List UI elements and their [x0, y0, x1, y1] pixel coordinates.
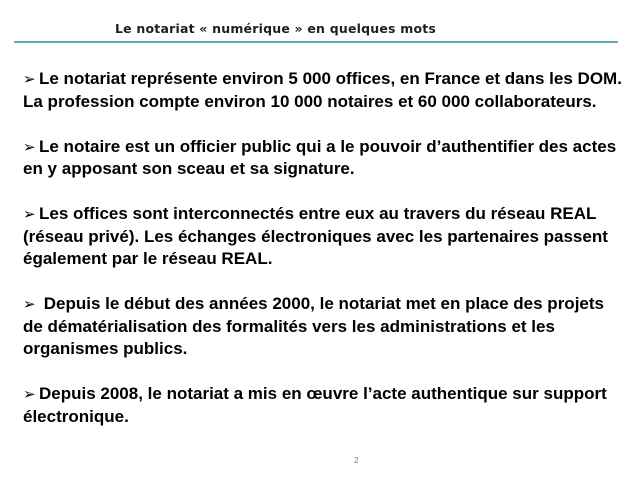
slide-title: Le notariat « numérique » en quelques mots	[115, 21, 437, 36]
check-arrow-icon: ➢	[23, 385, 36, 403]
check-arrow-icon: ➢	[23, 205, 36, 223]
page-number: 2	[354, 456, 359, 465]
bullet-text: Les offices sont interconnectés entre eux au travers du réseau REAL (réseau privé). Les échanges électroniques avec les partenaires passent également par le réseau REAL.	[23, 204, 608, 268]
bullet-text: Depuis le début des années 2000, le notariat met en place des projets de dématérialisation des formalités vers les administrations et les organismes publics.	[23, 294, 604, 358]
bullet-text: Le notariat représente environ 5 000 offices, en France et dans les DOM. La profession compte environ 10 000 notaires et 60 000 collaborateurs.	[23, 69, 622, 111]
check-arrow-icon: ➢	[23, 295, 36, 313]
title-divider	[14, 41, 618, 43]
bullet-item-real	[23, 203, 623, 271]
check-arrow-icon: ➢	[23, 137, 36, 156]
bullet-item-dematerialisation	[23, 293, 623, 361]
check-arrow-icon: ➢	[23, 70, 36, 88]
bullet-text: Depuis 2008, le notariat a mis en œuvre l’acte authentique sur support électronique.	[23, 384, 607, 426]
bullet-item-notaire	[23, 136, 623, 181]
bullet-text: Le notaire est un officier public qui a le pouvoir d’authentifier des actes en y apposant son sceau et sa signature.	[23, 136, 617, 178]
bullet-item-offices	[23, 68, 623, 113]
bullet-item-acte-electronique	[23, 383, 623, 428]
bullet-list	[23, 68, 623, 451]
